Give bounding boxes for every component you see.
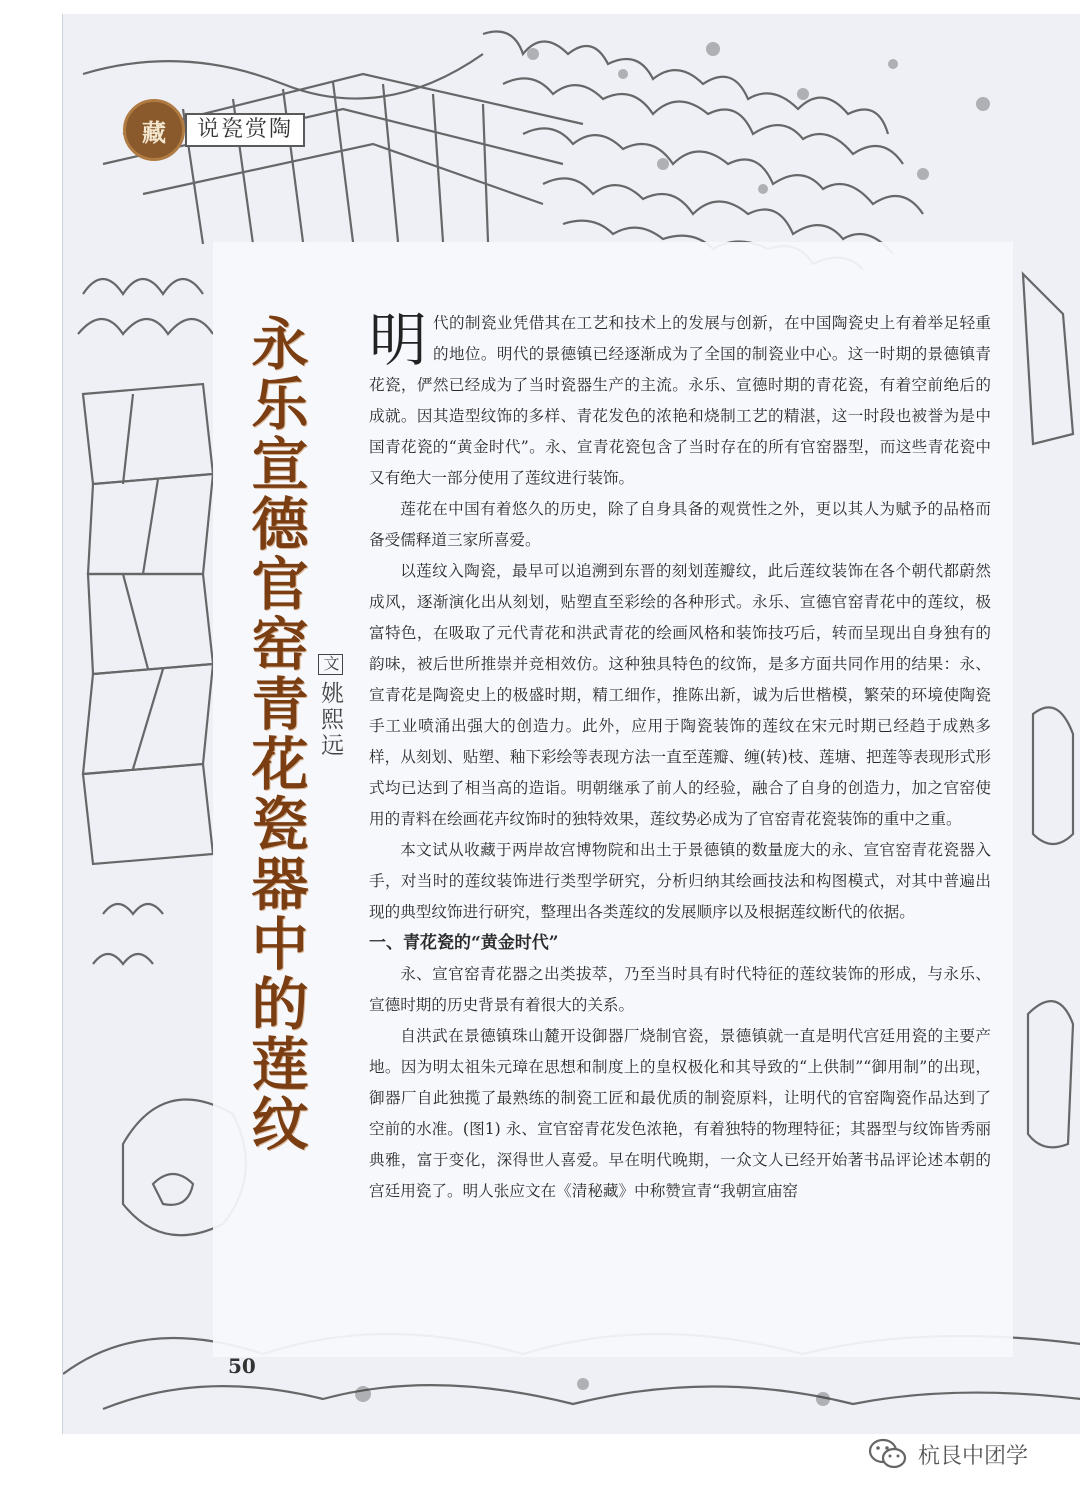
paragraph: 自洪武在景德镇珠山麓开设御器厂烧制官瓷，景德镇就一直是明代宫廷用瓷的主要产地。因为明太祖朱元璋在思想和制度上的皇权极化和其导致的“上供制”“御用制”的出现，御器厂自此独揽了最熟练的制瓷工匠和最优质的制瓷原料，让明代的官窑陶瓷作品达到了空前的水准。(图1) 永、宣官窑青花发色浓艳，有着独特的物理特征；其器型与纹饰皆秀丽典雅，富于变化，深得世人喜爱。早在明代晚期，一众文人已经开始著书品评论述本朝的宫廷用瓷了。明人张应文在《清秘藏》中称赞宣青“我朝宣庙窑 [369,1027,991,1200]
watermark-text: 杭艮中团学 [918,1443,1029,1469]
column-label: 说瓷赏陶 [185,113,305,147]
paragraph: 以莲纹入陶瓷，最早可以追溯到东晋的刻划莲瓣纹，此后莲纹装饰在各个朝代都蔚然成风，逐渐演化出从刻划，贴塑直至彩绘的各种形式。永乐、宣德官窑青花中的莲纹，极富特色，在吸取了元代青花和洪武青花的绘画风格和装饰技巧后，转而呈现出自身独有的韵味，被后世所推崇并竞相效仿。这种独具特色的纹饰，是多方面共同作用的结果：永、宣青花是陶瓷史上的极盛时期，精工细作，推陈出新，诚为后世楷模，繁荣的环境使陶瓷手工业喷涌出强大的创造力。此外，应用于陶瓷装饰的莲纹在宋元时期已经趋于成熟多样，从刻划、贴塑、釉下彩绘等表现方法一直至莲瓣、缠(转)枝、莲塘、把莲等表现形式形式均已达到了相当高的造诣。明朝继承了前人的经验，融合了自身的创造力，加之官窑使用的青料在绘画花卉纹饰时的独特效果，莲纹势必成为了官窑青花瓷装饰的重中之重。 [369,562,991,828]
article-body [369,308,991,1207]
paragraph: 莲花在中国有着悠久的历史，除了自身具备的观赏性之外，更以其人为赋予的品格而备受儒释道三家所喜爱。 [369,500,991,549]
drop-cap: 明 [369,306,428,374]
seal-icon: 藏 [123,99,185,161]
paragraph: 永、宣官窑青花器之出类拔萃，乃至当时具有时代特征的莲纹装饰的形成，与永乐、宣德时期的历史背景有着很大的关系。 [369,965,991,1014]
byline-prefix: 文 [318,654,343,675]
magazine-page [62,14,1080,1434]
section-heading: 一、青花瓷的“黄金时代” [369,933,559,953]
byline [315,654,347,759]
article-title: 永乐宣德官窑青花瓷器中的莲纹 [242,314,309,1154]
author-name: 姚熙远 [317,681,343,759]
page-number: 50 [228,1354,256,1378]
watermark [868,1434,1028,1474]
paragraph: 本文试从收藏于两岸故宫博物院和出土于景德镇的数量庞大的永、宣官窑青花瓷器入手，对当时的莲纹装饰进行类型学研究，分析归纳其绘画技法和构图模式，对其中普遍出现的典型纹饰进行研究，整理出各类莲纹的发展顺序以及根据莲纹断代的依据。 [369,841,991,921]
wechat-icon [868,1437,908,1471]
paragraph: 明代的制瓷业凭借其在工艺和技术上的发展与创新，在中国陶瓷史上有着举足轻重的地位。明代的景德镇已经逐渐成为了全国的制瓷业中心。这一时期的景德镇青花瓷，俨然已经成为了当时瓷器生产的主流。永乐、宣德时期的青花瓷，有着空前绝后的成就。因其造型纹饰的多样、青花发色的浓艳和烧制工艺的精湛，这一时段也被誉为是中国青花瓷的“黄金时代”。永、宣青花瓷包含了当时存在的所有官窑器型，而这些青花瓷中又有绝大一部分使用了莲纹进行装饰。 [369,306,991,487]
column-badge [123,99,353,155]
